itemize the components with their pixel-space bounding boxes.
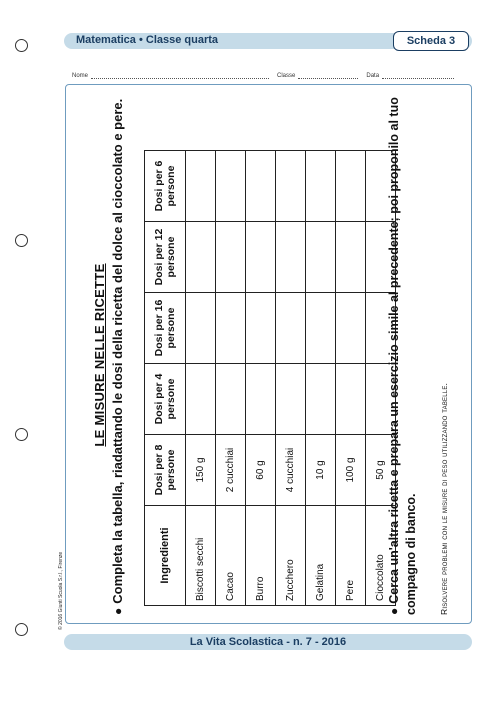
name-label: Nome <box>72 73 89 79</box>
instruction-1 <box>110 95 125 615</box>
ingredient-cell: Zucchero <box>276 506 306 606</box>
table-header-row <box>145 151 186 606</box>
blank-cell[interactable] <box>186 293 216 364</box>
class-label: Classe <box>277 73 296 79</box>
blank-cell[interactable] <box>186 222 216 293</box>
blank-cell[interactable] <box>336 364 366 435</box>
blank-cell[interactable] <box>216 222 246 293</box>
dose-cell: 2 cucchiai <box>216 435 246 506</box>
column-header: Ingredienti <box>145 506 186 606</box>
blank-cell[interactable] <box>276 151 306 222</box>
bullet-icon: ● <box>387 607 401 615</box>
instruction-2-text: Cerca un'altra ricetta e prepara un esercizio simile al precedente; poi proponilo al tuo compagno di banco. <box>387 97 418 615</box>
blank-cell[interactable] <box>246 222 276 293</box>
table-row <box>306 151 336 606</box>
blank-cell[interactable] <box>276 293 306 364</box>
blank-cell[interactable] <box>186 364 216 435</box>
blank-cell[interactable] <box>306 364 336 435</box>
blank-cell[interactable] <box>186 151 216 222</box>
bullet-icon: ● <box>111 607 125 615</box>
blank-cell[interactable] <box>276 222 306 293</box>
blank-cell[interactable] <box>246 364 276 435</box>
header-bar <box>64 33 472 49</box>
date-label: Data <box>366 73 380 79</box>
column-header: Dosi per 4 persone <box>145 364 186 435</box>
name-field[interactable] <box>91 72 269 79</box>
ingredient-cell: Pere <box>336 506 366 606</box>
table-row <box>246 151 276 606</box>
ingredient-cell: Biscotti secchi <box>186 506 216 606</box>
learning-objective-note: Risolvere problemi con le misure di peso utilizzando tabelle. <box>439 382 449 615</box>
blank-cell[interactable] <box>306 293 336 364</box>
blank-cell[interactable] <box>216 151 246 222</box>
ingredient-cell: Gelatina <box>306 506 336 606</box>
date-field[interactable] <box>382 72 454 79</box>
instruction-2 <box>386 95 420 615</box>
footer-bar: La Vita Scolastica - n. 7 - 2016 <box>64 634 472 650</box>
blank-cell[interactable] <box>246 151 276 222</box>
blank-cell[interactable] <box>246 293 276 364</box>
table-row <box>216 151 246 606</box>
student-info-line <box>72 67 470 79</box>
dose-cell: 10 g <box>306 435 336 506</box>
dose-cell: 100 g <box>336 435 366 506</box>
dose-cell: 50 g <box>366 435 396 506</box>
dose-cell: 60 g <box>246 435 276 506</box>
column-header: Dosi per 16 persone <box>145 293 186 364</box>
binder-hole <box>15 623 28 636</box>
ingredient-cell: Burro <box>246 506 276 606</box>
binder-hole <box>15 39 28 52</box>
worksheet-title: LE MISURE NELLE RICETTE <box>92 263 107 447</box>
blank-cell[interactable] <box>306 151 336 222</box>
blank-cell[interactable] <box>216 364 246 435</box>
table-row <box>336 151 366 606</box>
table-row <box>186 151 216 606</box>
class-field[interactable] <box>298 72 358 79</box>
worksheet-content <box>92 95 468 615</box>
table-row <box>276 151 306 606</box>
binder-hole <box>15 234 28 247</box>
column-header: Dosi per 12 persone <box>145 222 186 293</box>
recipe-table <box>144 150 396 606</box>
blank-cell[interactable] <box>216 293 246 364</box>
binder-hole <box>15 428 28 441</box>
dose-cell: 150 g <box>186 435 216 506</box>
blank-cell[interactable] <box>336 293 366 364</box>
copyright-text: © 2016 Giunti Scuola S.r.l., Firenze <box>58 551 64 630</box>
ingredient-cell: Cioccolato <box>366 506 396 606</box>
column-header: Dosi per 6 persone <box>145 151 186 222</box>
dose-cell: 4 cucchiai <box>276 435 306 506</box>
blank-cell[interactable] <box>336 151 366 222</box>
ingredient-cell: Cacao <box>216 506 246 606</box>
blank-cell[interactable] <box>276 364 306 435</box>
sheet-number-badge: Scheda 3 <box>393 31 469 51</box>
instruction-1-text: Completa la tabella, riadattando le dosi della ricetta del dolce al cioccolato e pere. <box>110 98 125 604</box>
subject-title: Matematica • Classe quarta <box>76 34 219 46</box>
blank-cell[interactable] <box>336 222 366 293</box>
blank-cell[interactable] <box>306 222 336 293</box>
column-header: Dosi per 8 persone <box>145 435 186 506</box>
